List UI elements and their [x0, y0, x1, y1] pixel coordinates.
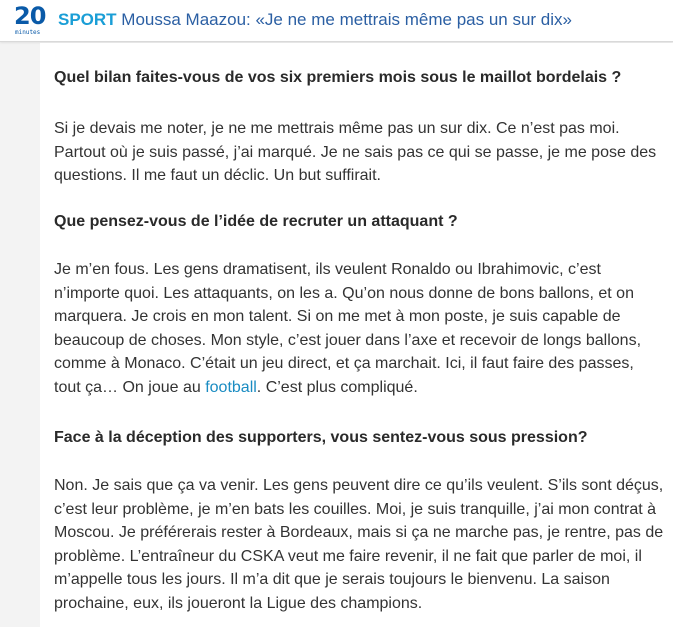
answer-3: [54, 474, 662, 615]
football-link[interactable]: football: [205, 378, 257, 396]
question-2: Que pensez-vous de l’idée de recruter un attaquant ?: [54, 213, 458, 230]
answer-2-line: beaucoup de choses. Mon style, c’est jouer dans l’axe et recevoir de longs ballons,: [54, 331, 642, 349]
top-bar: [0, 0, 673, 42]
section-label[interactable]: SPORT: [58, 10, 117, 29]
question-3: Face à la déception des supporters, vous sentez-vous sous pression?: [54, 429, 588, 446]
answer-2-text-before-link: tout ça… On joue au: [54, 378, 206, 396]
answer-2-line: Je m’en fous. Les gens dramatisent, ils veulent Ronaldo ou Ibrahimovic, c’est: [54, 261, 601, 278]
logo-number: 20: [14, 2, 46, 30]
answer-1-line: questions. Il me faut un déclic. Un but suffirait.: [54, 167, 381, 184]
logo-subtext: minutes: [15, 29, 41, 36]
answer-1-line: Si je devais me noter, je ne me mettrais même pas un sur dix. Ce n’est pas moi.: [54, 120, 620, 137]
answer-2-line: marquera. Je crois en mon talent. Si on me met à mon poste, je suis capable de: [54, 308, 621, 325]
site-logo[interactable]: [14, 4, 44, 38]
answer-3-line: prochaine, eux, ils joueront la Ligue des champions.: [54, 594, 423, 612]
answer-1: [54, 117, 662, 188]
answer-3-line: Moscou. Je préférerais rester à Bordeaux, mais si ça ne marche pas, je rentre, pas de: [54, 524, 664, 541]
article-title: Moussa Maazou: «Je ne me mettrais même pas un sur dix»: [121, 10, 572, 29]
answer-3-line: Non. Je sais que ça va venir. Les gens peuvent dire ce qu’ils veulent. S’ils sont déçus,: [54, 477, 664, 494]
article-body: [40, 43, 673, 627]
answer-2-line: comme à Monaco. C’était un jeu direct, et ça marchait. Ici, il faut faire des passes,: [54, 355, 634, 372]
page-headline: [58, 10, 572, 30]
answer-3-line: c’est leur problème, je m’en bats les couilles. Moi, je suis tranquille, j’ai mon contrat à: [54, 500, 657, 518]
answer-3-line: problème. L’entraîneur du CSKA veut me faire revenir, il ne fait que parler de moi, il: [54, 547, 642, 565]
answer-3-line: m’appelle tous les jours. Il m’a dit que je serais toujours le bienvenu. La saison: [54, 571, 610, 588]
answer-2: [54, 258, 662, 399]
question-1: Quel bilan faites-vous de vos six premiers mois sous le maillot bordelais ?: [54, 69, 622, 86]
answer-2-text-after-link: . C’est plus compliqué.: [256, 378, 418, 396]
answer-1-line: Partout où je suis passé, j’ai marqué. Je ne sais pas ce qui se passe, je me pose des: [54, 143, 657, 161]
answer-2-last-line: [54, 376, 662, 400]
answer-2-line: n’importe quoi. Les attaquants, on les a. Qu’on nous donne de bons ballons, et on: [54, 284, 634, 302]
